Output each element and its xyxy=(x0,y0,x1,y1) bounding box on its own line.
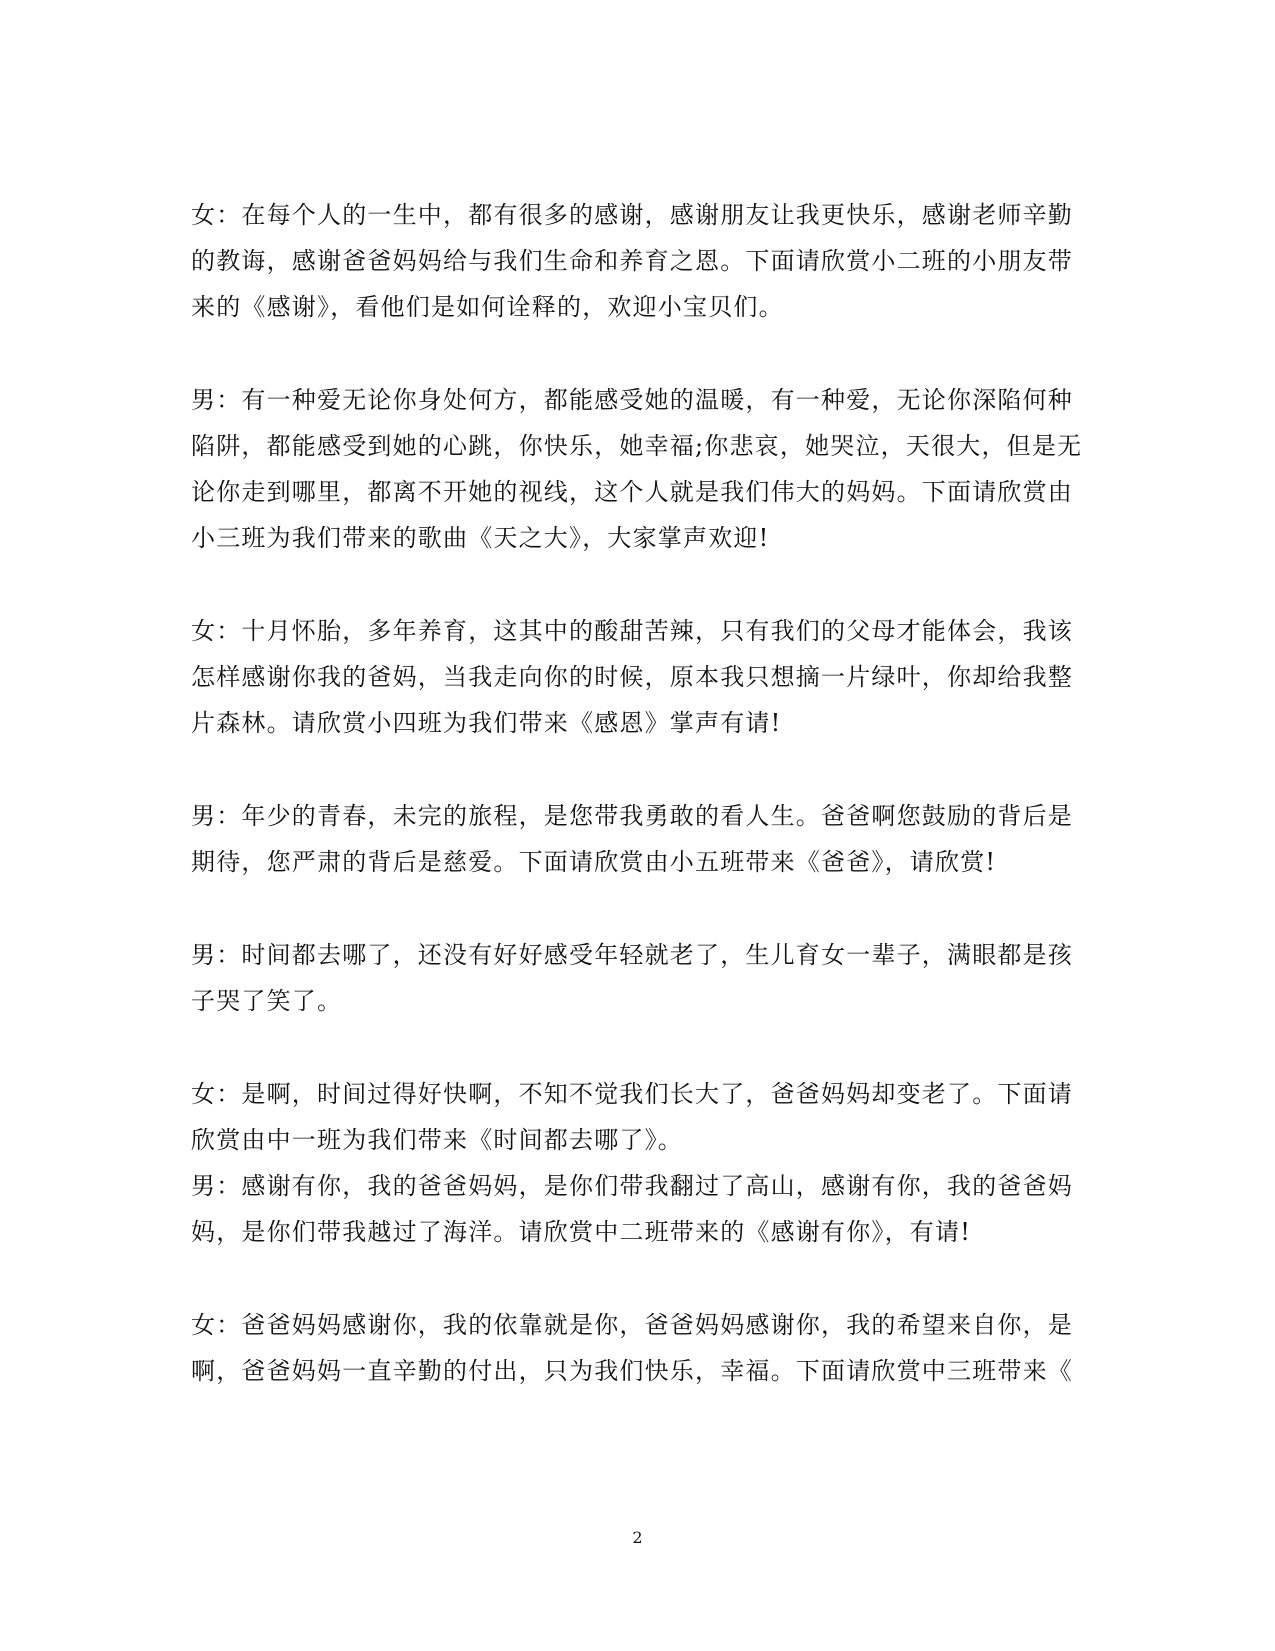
text-line: 来的《感谢》，看他们是如何诠释的，欢迎小宝贝们。 xyxy=(191,293,784,321)
text-line: 小三班为我们带来的歌曲《天之大》，大家掌声欢迎! xyxy=(191,524,770,552)
text-line: 陷阱，都能感受到她的心跳，你快乐，她幸福;你悲哀，她哭泣，天很大，但是无 xyxy=(191,432,1083,460)
text-line: 论你走到哪里，都离不开她的视线，这个人就是我们伟大的妈妈。下面请欣赏由 xyxy=(191,478,1073,506)
text-line: 怎样感谢你我的爸妈，当我走向你的时候，原本我只想摘一片绿叶，你却给我整 xyxy=(191,663,1073,691)
text-line: 女：在每个人的一生中，都有很多的感谢，感谢朋友让我更快乐，感谢老师辛勤 xyxy=(191,201,1073,229)
text-line: 的教诲，感谢爸爸妈妈给与我们生命和养育之恩。下面请欣赏小二班的小朋友带 xyxy=(191,247,1073,275)
text-line: 啊，爸爸妈妈一直辛勤的付出，只为我们快乐，幸福。下面请欣赏中三班带来《 xyxy=(191,1357,1073,1385)
text-line: 子哭了笑了。 xyxy=(191,987,343,1015)
text-line: 期待，您严肃的背后是慈爱。下面请欣赏由小五班带来《爸爸》，请欣赏! xyxy=(191,848,997,876)
page-number: 2 xyxy=(632,1528,643,1547)
text-line: 女：是啊，时间过得好快啊，不知不觉我们长大了，爸爸妈妈却变老了。下面请 xyxy=(191,1080,1073,1108)
text-line: 男：有一种爱无论你身处何方，都能感受她的温暖，有一种爱，无论你深陷何种 xyxy=(191,386,1073,414)
text-line: 女：十月怀胎，多年养育，这其中的酸甜苦辣，只有我们的父母才能体会，我该 xyxy=(191,617,1073,645)
text-line: 男：感谢有你，我的爸爸妈妈，是你们带我翻过了高山，感谢有你，我的爸爸妈 xyxy=(191,1172,1073,1200)
text-line: 欣赏由中一班为我们带来《时间都去哪了》。 xyxy=(191,1126,683,1154)
text-line: 男：年少的青春，未完的旅程，是您带我勇敢的看人生。爸爸啊您鼓励的背后是 xyxy=(191,802,1073,830)
text-line: 妈，是你们带我越过了海洋。请欣赏中二班带来的《感谢有你》，有请! xyxy=(191,1218,972,1246)
text-line: 男：时间都去哪了，还没有好好感受年轻就老了，生儿育女一辈子，满眼都是孩 xyxy=(191,941,1073,969)
text-line: 女：爸爸妈妈感谢你，我的依靠就是你，爸爸妈妈感谢你，我的希望来自你，是 xyxy=(191,1311,1073,1339)
text-line: 片森林。请欣赏小四班为我们带来《感恩》掌声有请! xyxy=(191,709,782,737)
